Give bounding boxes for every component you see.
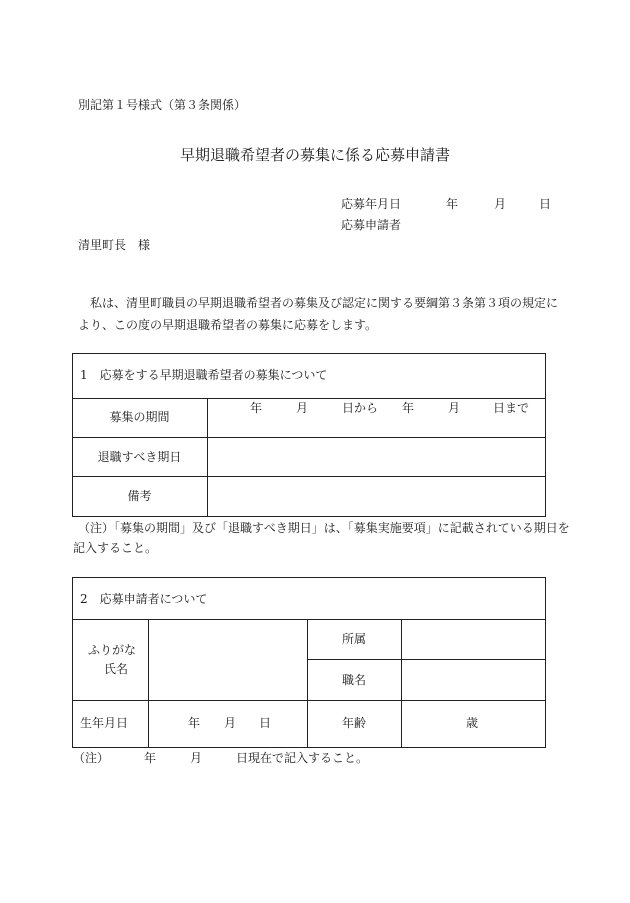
retirement-date-label: 退職すべき期日 (97, 450, 182, 464)
birthdate-day: 日 (259, 716, 272, 730)
body-line-1: 私は、清里町職員の早期退職希望者の募集及び認定に関する要綱第３条第３項の規定に (90, 296, 559, 310)
section2-note-suffix: 日現在で記入すること。 (236, 751, 369, 765)
period-year-2: 年 (402, 401, 415, 415)
name-label: 氏名 (104, 662, 129, 676)
remarks-label: 備考 (127, 489, 152, 503)
section2-note-prefix: （注） (73, 751, 110, 765)
birthdate-label: 生年月日 (80, 716, 129, 730)
furigana-label: ふりがな (88, 643, 137, 657)
application-date-day: 日 (539, 197, 552, 211)
form-number: 別記第１号様式（第３条関係） (78, 98, 247, 112)
section2-heading: 2 応募申請者について (80, 592, 208, 606)
period-day-from: 日から (342, 401, 379, 415)
period-month-2: 月 (448, 401, 461, 415)
application-date-year: 年 (446, 197, 459, 211)
birthdate-month: 月 (224, 716, 237, 730)
applicant-label: 応募申請者 (341, 218, 402, 232)
birthdate-year: 年 (188, 716, 201, 730)
age-unit: 歳 (466, 716, 479, 730)
position-label: 職名 (341, 673, 366, 687)
section2-note-year: 年 (144, 751, 157, 765)
section1-note-line-2: 記入すること。 (73, 541, 158, 555)
period-month-1: 月 (296, 401, 309, 415)
period-day-until: 日まで (493, 401, 530, 415)
period-year-1: 年 (250, 401, 263, 415)
application-date-month: 月 (494, 197, 507, 211)
application-date-label: 応募年月日 (341, 197, 402, 211)
age-label: 年齢 (341, 716, 366, 730)
addressee: 清里町長 様 (78, 238, 151, 252)
page-title: 早期退職希望者の募集に係る応募申請書 (179, 146, 450, 164)
period-label: 募集の期間 (109, 410, 170, 424)
section1-heading: 1 応募をする早期退職希望者の募集について (80, 368, 328, 382)
section1-note-line-1: （注）「募集の期間」及び「退職すべき期日」は、「募集実施要項」に記載されている期日を (78, 521, 570, 535)
affiliation-label: 所属 (341, 632, 366, 646)
body-line-2: より、この度の早期退職希望者の募集に応募をします。 (78, 318, 378, 332)
section2-note-month: 月 (190, 751, 203, 765)
